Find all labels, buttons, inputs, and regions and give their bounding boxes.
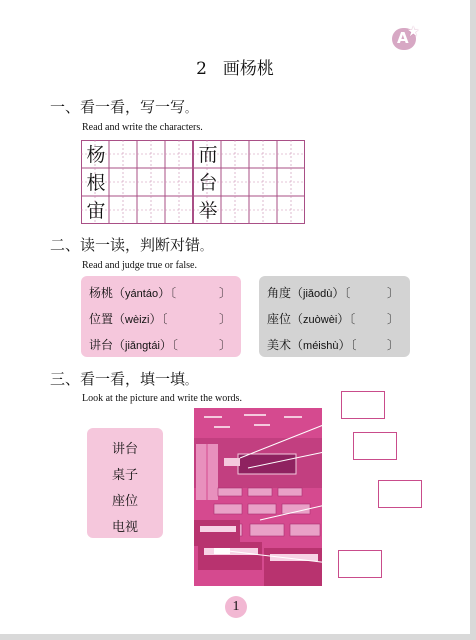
judge-item: [267, 284, 350, 301]
section3-instruction: Look at the picture and write the words.: [82, 393, 242, 404]
item-hanzi: 杨桃: [89, 286, 114, 300]
item-hanzi: 座位: [267, 312, 292, 326]
paren: （: [291, 338, 304, 352]
section3-heading: [50, 368, 196, 389]
bracket: 〔: [344, 286, 351, 300]
grid-char: 举: [198, 200, 218, 222]
bracket: 〔: [350, 338, 357, 352]
bracket: 〔: [171, 338, 178, 352]
level-badge: [392, 24, 420, 50]
paren: ）: [149, 312, 162, 326]
section2-heading: [50, 234, 211, 255]
answer-bracket-close[interactable]: 〕: [387, 312, 400, 326]
classroom-illustration: [194, 408, 322, 586]
paren: ）: [159, 338, 172, 352]
section1-heading-text: 一、看一看，写一写: [50, 98, 186, 116]
page-number: 1: [225, 596, 247, 618]
badge-letter: A: [397, 29, 409, 47]
paren: （: [291, 312, 304, 326]
star-icon: ★: [407, 24, 420, 40]
lesson-number: 2: [196, 59, 207, 79]
judge-item: [267, 336, 357, 353]
item-pinyin: jiǎngtái: [125, 340, 160, 352]
section2-instruction: Read and judge true or false.: [82, 260, 197, 271]
answer-bracket-close[interactable]: 〕: [219, 312, 232, 326]
writing-grid: [81, 140, 305, 224]
word-bank-item: 电视: [111, 520, 138, 535]
classroom-drawing: [194, 408, 322, 586]
judge-item: [89, 284, 176, 301]
item-hanzi: 讲台: [89, 338, 114, 352]
word-bank-item: 讲台: [111, 442, 138, 457]
section1-instruction: Read and write the characters.: [82, 122, 203, 133]
right-judge-box: [259, 276, 410, 357]
section2-heading-mark: 。: [200, 240, 212, 253]
judge-item: [89, 336, 178, 353]
judge-item: [267, 310, 355, 327]
item-hanzi: 位置: [89, 312, 114, 326]
answer-box[interactable]: [378, 480, 422, 508]
answer-box[interactable]: [338, 550, 382, 578]
paren: ）: [332, 286, 345, 300]
answer-bracket-close[interactable]: 〕: [387, 286, 400, 300]
paren: ）: [338, 338, 351, 352]
left-judge-box: [81, 276, 241, 357]
section1-heading-mark: 。: [185, 102, 197, 115]
paren: ）: [337, 312, 350, 326]
grid-char: 根: [86, 172, 106, 194]
answer-bracket-close[interactable]: 〕: [219, 286, 232, 300]
item-hanzi: 美术: [267, 338, 292, 352]
grid-char: 而: [198, 144, 218, 166]
judge-item: [89, 310, 168, 327]
paren: （: [113, 312, 126, 326]
bracket: 〔: [161, 312, 168, 326]
answer-bracket-close[interactable]: 〕: [387, 338, 400, 352]
paren: ）: [158, 286, 171, 300]
bracket: 〔: [349, 312, 356, 326]
grid-char: 杨: [86, 144, 106, 166]
answer-box[interactable]: [341, 391, 385, 419]
answer-bracket-close[interactable]: 〕: [219, 338, 232, 352]
grid-char: 台: [198, 172, 218, 194]
bracket: 〔: [170, 286, 177, 300]
item-pinyin: wèizi: [125, 314, 150, 326]
section1-heading: [50, 96, 196, 117]
paren: （: [291, 286, 304, 300]
paren: （: [113, 338, 126, 352]
grid-lines: [81, 140, 305, 224]
section2-heading-text: 二、读一读，判断对错: [50, 236, 201, 254]
lesson-title: [0, 54, 470, 79]
word-bank: [87, 428, 163, 538]
item-pinyin: yántáo: [125, 288, 159, 300]
grid-char: 宙: [86, 200, 106, 222]
lesson-name: 画杨桃: [222, 59, 274, 79]
item-pinyin: jiǎodù: [303, 288, 333, 300]
section3-heading-mark: 。: [185, 374, 197, 387]
answer-box[interactable]: [353, 432, 397, 460]
section3-heading-text: 三、看一看，填一填: [50, 370, 186, 388]
word-bank-item: 座位: [111, 494, 138, 509]
item-pinyin: zuòwèi: [303, 314, 338, 326]
paren: （: [113, 286, 126, 300]
item-hanzi: 角度: [267, 286, 292, 300]
item-pinyin: méishù: [303, 340, 339, 352]
word-bank-item: 桌子: [111, 468, 138, 483]
